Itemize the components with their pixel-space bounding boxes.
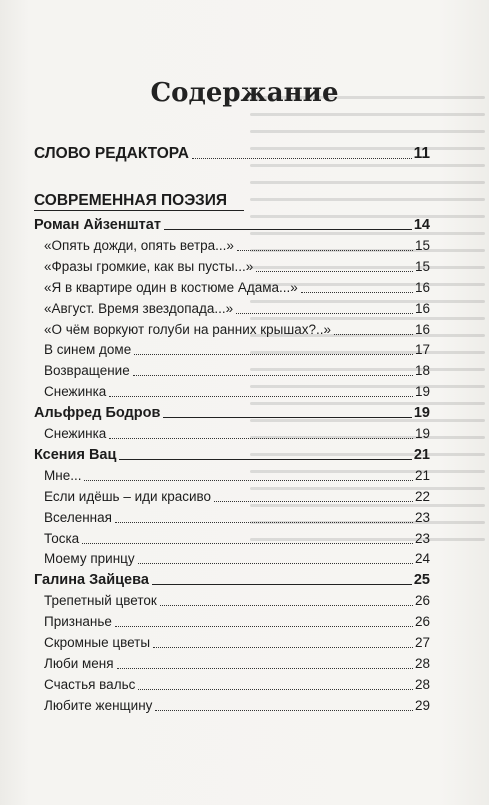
- toc-entry-title: Скромные цветы: [44, 635, 151, 650]
- dot-leader: [334, 334, 413, 335]
- toc-poem-entry: [44, 507, 430, 527]
- toc-entry-page: 19: [413, 405, 430, 422]
- dot-leader: [192, 158, 412, 159]
- toc-entry-title: Снежинка: [44, 384, 107, 400]
- toc-entry-title: Альфред Бодров: [34, 405, 161, 422]
- toc-entry-page: 27: [414, 635, 430, 650]
- dot-leader: [84, 480, 413, 481]
- dot-leader: [153, 647, 413, 648]
- dot-leader: [214, 501, 413, 502]
- toc-poem-entry: [44, 695, 430, 715]
- toc-editor-entry: [34, 141, 430, 163]
- section-heading-label: СОВРЕМЕННАЯ ПОЭЗИЯ: [34, 192, 228, 209]
- dot-leader: [301, 292, 413, 293]
- toc-entry-title: Моему принцу: [44, 551, 135, 567]
- toc-entry-page: 18: [414, 363, 430, 379]
- toc-poem-entry: [44, 465, 430, 485]
- dot-leader: [109, 438, 413, 439]
- toc-editor-page: 11: [413, 145, 430, 162]
- toc-entry-page: 21: [413, 446, 430, 463]
- toc-entry-title: Любите женщину: [44, 697, 153, 713]
- toc-poem-entry: [44, 486, 430, 506]
- toc-entry-page: 21: [414, 467, 430, 483]
- toc-entry-page: 26: [414, 593, 430, 609]
- dot-leader: [256, 271, 413, 272]
- toc-entry-title: Люби меня: [44, 655, 114, 671]
- dot-leader: [115, 522, 413, 523]
- toc-poem-entry: [44, 653, 430, 673]
- toc-entry-page: 17: [414, 342, 430, 358]
- toc-entry-title: «О чём воркуют голуби на ранних крышах?..»: [44, 321, 331, 337]
- toc-entry-page: 29: [414, 697, 430, 713]
- dot-leader: [82, 543, 413, 544]
- toc-entry-title: Если идёшь – иди красиво: [44, 488, 212, 504]
- toc-entry-title: «Я в квартире один в костюме Адама...»: [44, 279, 298, 295]
- toc-poem-entry: [44, 298, 430, 318]
- dot-leader: [152, 584, 412, 585]
- dot-leader: [117, 668, 413, 669]
- toc-entry-page: 15: [414, 258, 430, 274]
- toc-poem-entry: [44, 611, 430, 631]
- toc-poem-entry: [44, 360, 430, 380]
- toc-entry-page: 16: [414, 321, 430, 337]
- toc-entry-title: Галина Зайцева: [34, 572, 149, 589]
- toc-entry-page: 26: [414, 614, 430, 630]
- toc-entry-page: 22: [414, 488, 430, 504]
- toc-poem-entry: [44, 277, 430, 297]
- toc-entry-title: В синем доме: [44, 342, 132, 358]
- dot-leader: [138, 689, 413, 690]
- toc-poem-entry: [44, 319, 430, 339]
- toc-poem-entry: [44, 423, 430, 443]
- toc-entry-title: Тоска: [44, 530, 80, 546]
- toc-poem-entry: [44, 256, 430, 276]
- dot-leader: [160, 605, 413, 606]
- toc-entry-title: Трепетный цветок: [44, 593, 157, 609]
- toc-entry-title: «Август. Время звездопада...»: [44, 300, 234, 316]
- toc-entry-page: 28: [414, 655, 430, 671]
- toc-entry-title: Возвращение: [44, 363, 130, 379]
- toc-entry-page: 28: [414, 676, 430, 692]
- dot-leader: [164, 229, 412, 230]
- dot-leader: [109, 396, 413, 397]
- toc-author-entry: [34, 569, 430, 589]
- toc-entry-page: 16: [414, 279, 430, 295]
- toc-editor-label: СЛОВО РЕДАКТОРА: [34, 145, 189, 162]
- toc-entry-page: 19: [414, 426, 430, 441]
- dot-leader: [115, 626, 413, 627]
- toc-entry-title: Счастья вальс: [44, 676, 136, 692]
- toc-entry-page: 16: [414, 300, 430, 316]
- toc-entry-page: 24: [414, 551, 430, 567]
- toc-author-entry: [34, 214, 430, 234]
- toc-entry-title: Роман Айзенштат: [34, 217, 161, 233]
- toc-poem-entry: [44, 381, 430, 401]
- toc-entry-title: Признанье: [44, 614, 112, 630]
- toc-entry-page: 19: [414, 384, 430, 400]
- toc-poem-entry: [44, 339, 430, 359]
- toc-entry-page: 23: [414, 509, 430, 525]
- toc-poem-entry: [44, 674, 430, 694]
- dot-leader: [119, 459, 411, 460]
- toc-poem-entry: [44, 235, 430, 255]
- dot-leader: [134, 354, 413, 355]
- toc-poem-entry: [44, 548, 430, 568]
- dot-leader: [138, 563, 413, 564]
- toc-author-entry: [34, 402, 430, 422]
- toc-entry-page: 23: [414, 530, 430, 546]
- dot-leader: [236, 313, 413, 314]
- dot-leader: [155, 710, 413, 711]
- toc-poem-entry: [44, 590, 430, 610]
- page-title: Содержание: [150, 78, 339, 108]
- toc-entry-title: Вселенная: [44, 509, 112, 525]
- dot-leader: [133, 375, 413, 376]
- toc-entry-page: 14: [413, 217, 430, 233]
- toc-entry-title: «Фразы громкие, как вы пусты...»: [44, 258, 254, 274]
- toc-entry-title: Мне...: [44, 467, 82, 483]
- toc-author-entry: [34, 444, 430, 464]
- section-heading: [34, 188, 244, 211]
- toc-entry-title: Ксения Вац: [34, 446, 117, 463]
- dot-leader: [163, 417, 412, 418]
- toc-poem-entry: [44, 632, 430, 652]
- toc-entry-title: «Опять дожди, опять ветра...»: [44, 237, 234, 253]
- toc-entry-title: Снежинка: [44, 426, 107, 441]
- toc-entry-page: 15: [414, 237, 430, 253]
- toc-poem-entry: [44, 528, 430, 548]
- dot-leader: [237, 250, 413, 251]
- toc-entry-page: 25: [413, 572, 430, 589]
